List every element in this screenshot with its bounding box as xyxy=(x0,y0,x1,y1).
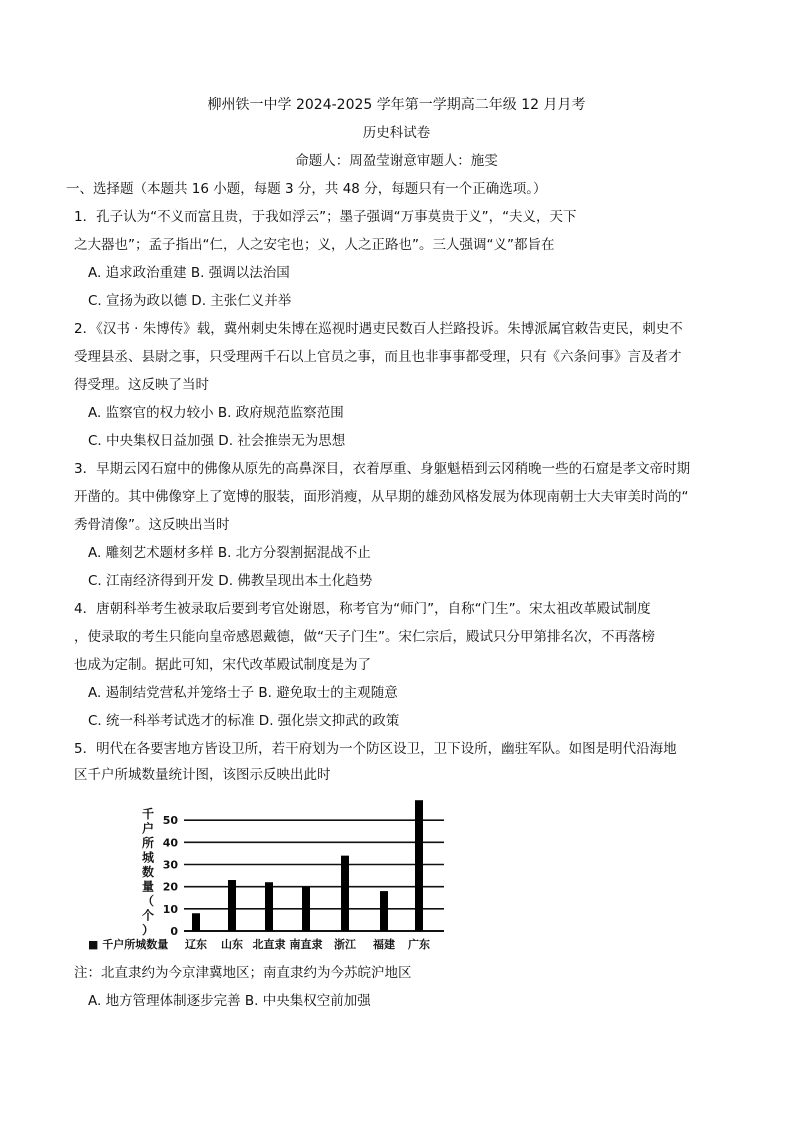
question-1-line-1: 1．孔子认为“不义而富且贵，于我如浮云”；墨子强调“万事莫贵于义”，“夫义，天下 xyxy=(74,209,577,225)
exam-title: 柳州铁一中学 2024-2025 学年第一学期高二年级 12 月月考 xyxy=(207,97,586,113)
chart-x-tick-label: 辽东 xyxy=(185,938,207,951)
question-3-line-2: 开凿的。其中佛像穿上了宽博的服装，面形消瘦，从早期的雄劲风格发展为体现南朝士大夫审美时尚的“ xyxy=(74,489,689,505)
chart-x-tick-label: 北直隶 xyxy=(252,938,286,951)
chart-bar xyxy=(192,913,200,931)
question-1-options-ab: A. 追求政治重建 B. 强调以法治国 xyxy=(88,265,290,281)
exam-authors: 命题人：周盈莹谢意审题人：施雯 xyxy=(295,153,498,169)
chart-bar xyxy=(302,887,310,931)
chart-grid xyxy=(184,820,444,931)
chart-note: 注：北直隶约为今京津冀地区；南直隶约为今苏皖沪地区 xyxy=(74,965,412,981)
chart-y-tick-label: 0 xyxy=(170,925,178,938)
question-3-line-3: 秀骨清像”。这反映出当时 xyxy=(74,517,230,533)
chart-y-tick-label: 30 xyxy=(162,858,178,872)
chart-x-tick-label: 南直隶 xyxy=(289,938,323,951)
chart-x-tick-label: 山东 xyxy=(221,938,243,951)
question-2-line-3: 得受理。这反映了当时 xyxy=(74,377,209,393)
question-4-line-1: 4．唐朝科举考生被录取后要到考官处谢恩，称考官为“师门”，自称“门生”。宋太祖改革殿试制度 xyxy=(74,601,651,617)
question-3-options-ab: A. 雕刻艺术题材多样 B. 北方分裂割据混战不止 xyxy=(88,545,371,561)
chart-bar xyxy=(265,882,273,931)
question-3-line-1: 3．早期云冈石窟中的佛像从原先的高鼻深目，衣着厚重、身躯魁梧到云冈稍晚一些的石窟是孝文帝时期 xyxy=(74,461,691,477)
question-4-line-2: ，使录取的考生只能向皇帝感恩戴德，做“天子门生”。宋仁宗后，殿试只分甲第排名次，不再落榜 xyxy=(74,629,655,645)
question-2-line-1: 2．《汉书 · 朱博传》载，冀州刺史朱博在巡视时遇吏民数百人拦路投诉。朱博派属官敕告吏民，刺史不 xyxy=(74,321,683,337)
chart-y-tick-label: 10 xyxy=(162,902,178,916)
chart-y-tick-label: 20 xyxy=(162,880,178,894)
question-1-options-cd: C. 宣扬为政以德 D. 主张仁义并举 xyxy=(88,293,292,309)
question-4-options-cd: C. 统一科举考试选才的标准 D. 强化崇文抑武的政策 xyxy=(88,713,400,729)
fort-count-bar-chart xyxy=(84,790,454,960)
question-5-line-2: 区千户所城数量统计图，该图示反映出此时 xyxy=(74,767,331,783)
question-2-line-2: 受理县丞、县尉之事，只受理两千石以上官员之事，而且也非事事都受理，只有《六条问事》言及者才 xyxy=(74,349,682,365)
chart-x-ticks xyxy=(185,937,430,951)
question-4-line-3: 也成为定制。据此可知，宋代改革殿试制度是为了 xyxy=(74,657,371,673)
chart-bar xyxy=(380,891,388,931)
chart-bar xyxy=(415,800,423,931)
chart-y-axis-label: 千户所城数量（个） xyxy=(141,807,155,937)
question-2-options-ab: A. 监察官的权力较小 B. 政府规范监察范围 xyxy=(88,405,344,421)
chart-bar xyxy=(341,856,349,931)
chart-bar xyxy=(228,880,236,931)
chart-x-tick-label: 浙江 xyxy=(334,938,356,951)
exam-subject: 历史科试卷 xyxy=(362,125,431,141)
question-4-options-ab: A. 遏制结党营私并笼络士子 B. 避免取士的主观随意 xyxy=(88,685,398,701)
chart-y-ticks xyxy=(163,814,179,938)
question-5-options-ab: A. 地方管理体制逐步完善 B. 中央集权空前加强 xyxy=(88,993,371,1009)
question-1-line-2: 之大器也”；孟子指出“仁，人之安宅也；义，人之正路也”。三人强调“义”都旨在 xyxy=(74,237,555,253)
section-heading: 一、选择题（本题共 16 小题，每题 3 分，共 48 分，每题只有一个正确选项。） xyxy=(66,181,547,197)
chart-x-tick-label: 福建 xyxy=(373,938,395,951)
chart-legend: ■ 千户所城数量 xyxy=(88,938,169,951)
chart-y-tick-label: 40 xyxy=(162,836,178,850)
chart-x-tick-label: 广东 xyxy=(408,938,430,951)
question-2-options-cd: C. 中央集权日益加强 D. 社会推崇无为思想 xyxy=(88,433,346,449)
chart-y-tick-label: 50 xyxy=(162,814,178,828)
question-5-line-1: 5．明代在各要害地方皆设卫所，若干府划为一个防区设卫，卫下设所，幽驻军队。如图是明代沿海地 xyxy=(74,741,677,757)
question-3-options-cd: C. 江南经济得到开发 D. 佛教呈现出本土化趋势 xyxy=(88,573,373,589)
